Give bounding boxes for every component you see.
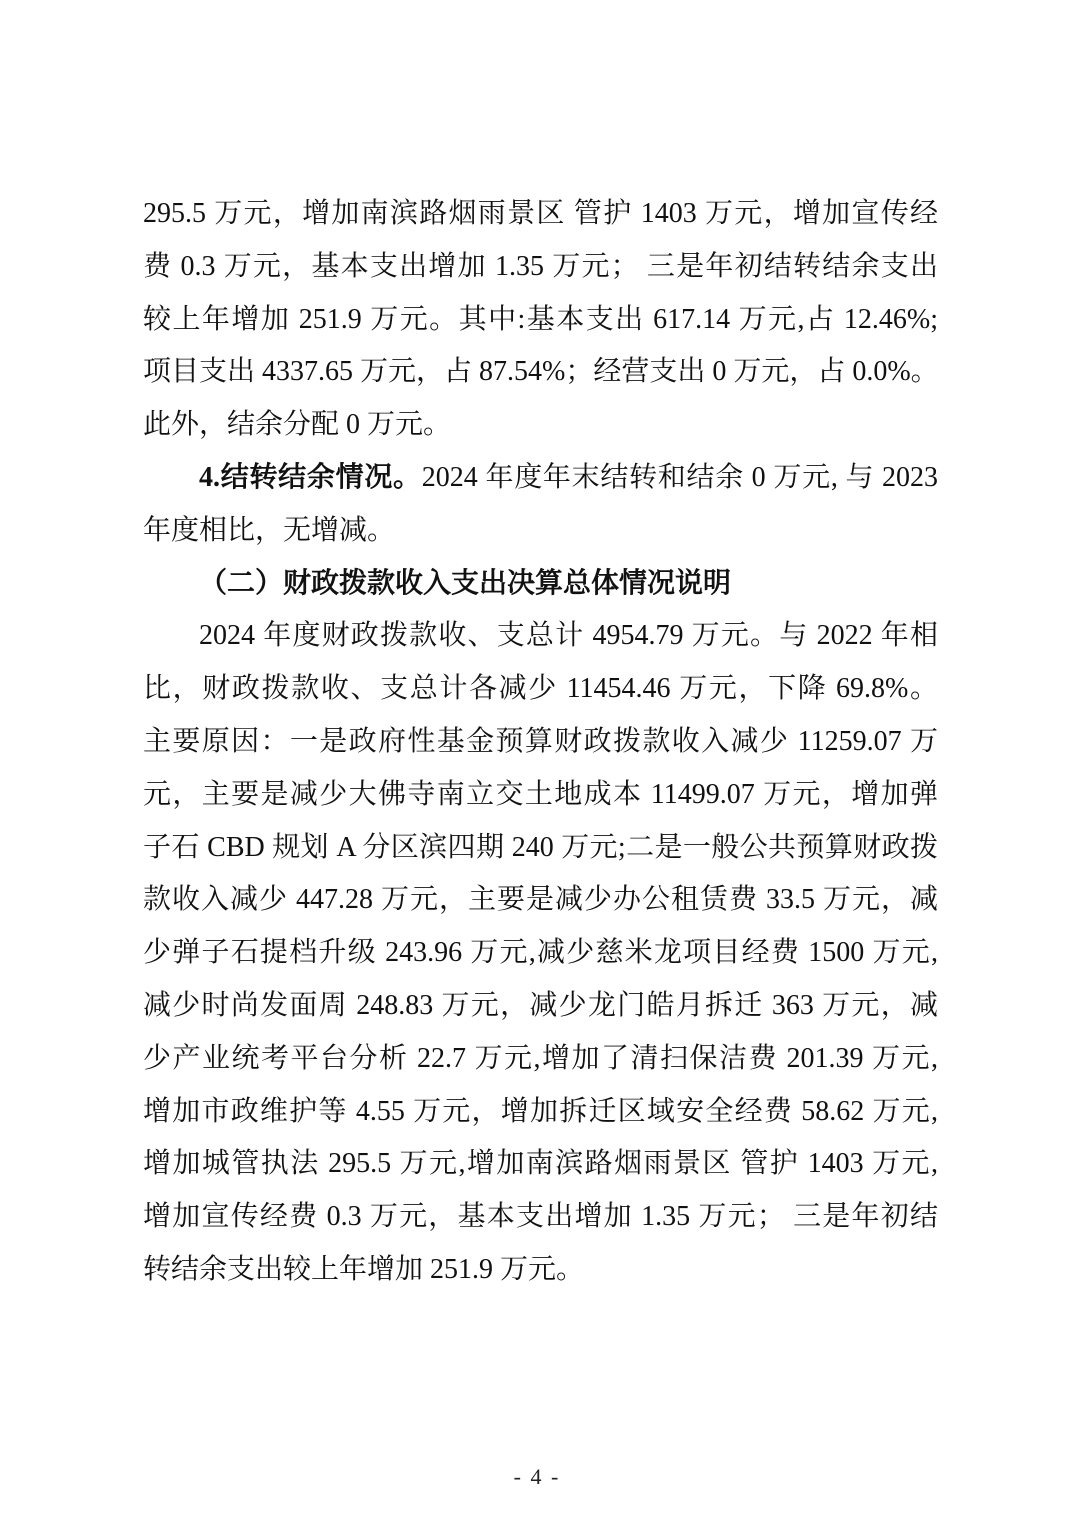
text-run: 年度相比，无增减。 (143, 514, 396, 546)
text-run: 比，财政拨款收、支总计各减少 11454.46 万元，下降 69.8%。 (143, 673, 938, 705)
text-line (143, 452, 938, 505)
document-body (143, 188, 938, 1297)
text-run: 2024 年度年末结转和结余 0 万元, 与 2023 (421, 461, 938, 493)
text-run: 子石 CBD 规划 A 分区滨四期 240 万元;二是一般公共预算财政拨 (143, 831, 938, 863)
text-run: 主要原因：一是政府性基金预算财政拨款收入减少 11259.07 万 (143, 725, 938, 757)
text-run: 款收入减少 447.28 万元，主要是减少办公租赁费 33.5 万元，减 (143, 884, 938, 916)
text-line (143, 663, 938, 716)
text-line (143, 294, 938, 347)
text-run: 少弹子石提档升级 243.96 万元,减少慈米龙项目经费 1500 万元, (143, 937, 938, 969)
text-run: 转结余支出较上年增加 251.9 万元。 (143, 1253, 585, 1285)
text-line (143, 1191, 938, 1244)
text-line (143, 610, 938, 663)
text-run: 增加宣传经费 0.3 万元，基本支出增加 1.35 万元； 三是年初结 (143, 1201, 938, 1233)
text-run: 295.5 万元，增加南滨路烟雨景区 管护 1403 万元，增加宣传经 (143, 198, 938, 229)
text-line (143, 1138, 938, 1191)
text-line (143, 874, 938, 927)
text-line (143, 188, 938, 241)
text-run: 增加市政维护等 4.55 万元，增加拆迁区域安全经费 58.62 万元, (143, 1095, 938, 1127)
text-line (143, 716, 938, 769)
page-number: - 4 - (513, 1464, 561, 1489)
text-run: 费 0.3 万元，基本支出增加 1.35 万元； 三是年初结转结余支出 (143, 250, 938, 282)
bold-text-run: 4.结转结余情况。 (199, 461, 422, 493)
text-run: 2024 年度财政拨款收、支总计 4954.79 万元。与 2022 年相 (199, 620, 938, 652)
text-run: 少产业统考平台分析 22.7 万元,增加了清扫保洁费 201.39 万元, (143, 1042, 938, 1074)
text-run: 元，主要是减少大佛寺南立交土地成本 11499.07 万元，增加弹 (143, 778, 938, 810)
text-line (143, 241, 938, 294)
text-line (143, 505, 938, 558)
text-line (143, 927, 938, 980)
text-run: 较上年增加 251.9 万元。其中:基本支出 617.14 万元,占 12.46%; (143, 303, 938, 335)
text-line (143, 822, 938, 875)
text-run: 此外，结余分配 0 万元。 (143, 409, 452, 441)
text-line (143, 1086, 938, 1139)
text-line (143, 1033, 938, 1086)
text-line (143, 1244, 938, 1297)
text-line (143, 769, 938, 822)
text-line (143, 980, 938, 1033)
text-run: 增加城管执法 295.5 万元,增加南滨路烟雨景区 管护 1403 万元, (143, 1148, 938, 1180)
text-line (143, 346, 938, 399)
text-run: 项目支出 4337.65 万元，占 87.54%；经营支出 0 万元，占 0.0%。 (143, 356, 939, 388)
text-line (143, 558, 938, 611)
text-run: 减少时尚发面周 248.83 万元，减少龙门皓月拆迁 363 万元，减 (143, 989, 938, 1021)
text-line (143, 399, 938, 452)
bold-text-run: （二）财政拨款收入支出决算总体情况说明 (199, 567, 732, 599)
